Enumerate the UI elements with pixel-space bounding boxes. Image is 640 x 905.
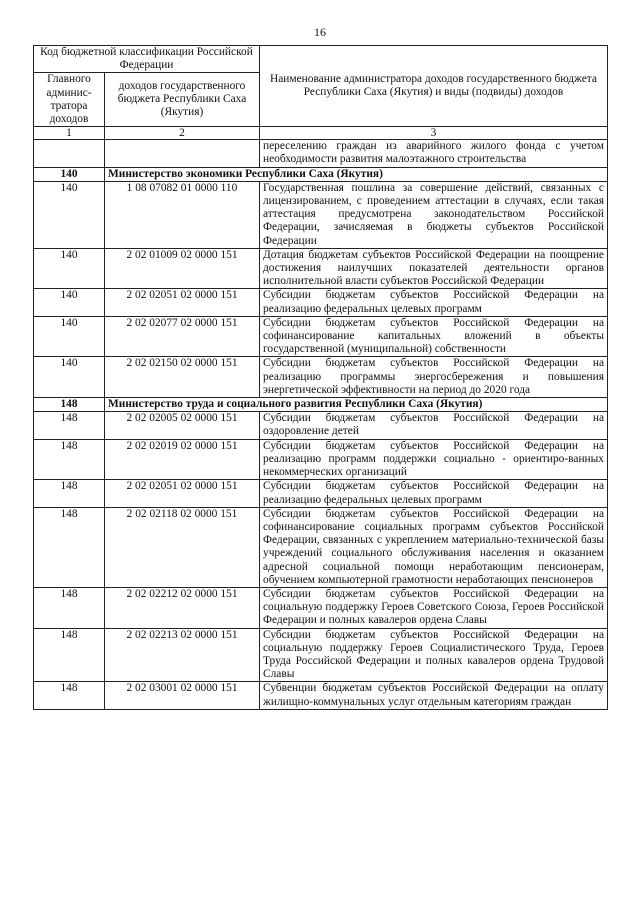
revenue-name: Субсидии бюджетам субъектов Российской Федерации на реализацию программы энергосбережения и повышения энергетической эффективности на период до 2020 года xyxy=(260,357,608,398)
revenue-code: 2 02 02077 02 0000 151 xyxy=(105,316,260,357)
ministry-name: Министерство экономики Республики Саха (Якутия) xyxy=(105,167,608,181)
table-row xyxy=(34,439,608,480)
revenue-name: Субсидии бюджетам субъектов Российской Федерации на социальную поддержку Героев Советского Союза, Героев Российской Федерации и полных кавалеров ордена Славы xyxy=(260,587,608,628)
header-name: Наименование администратора доходов государственного бюджета Республики Саха (Якутия) и виды (подвиды) доходов xyxy=(260,46,608,127)
admin-code: 140 xyxy=(34,181,105,248)
revenue-name: Субвенции бюджетам субъектов Российской Федерации на оплату жилищно-коммунальных услуг отдельным категориям граждан xyxy=(260,682,608,709)
admin-code: 148 xyxy=(34,682,105,709)
revenue-name: переселению граждан из аварийного жилого фонда с учетом необходимости развития малоэтажного строительства xyxy=(260,140,608,167)
revenue-code: 2 02 02005 02 0000 151 xyxy=(105,412,260,439)
revenue-code xyxy=(105,140,260,167)
revenue-name: Субсидии бюджетам субъектов Российской Федерации на реализацию программ поддержки социально - ориентиро-ванных некоммерческих организаций xyxy=(260,439,608,480)
table-row xyxy=(34,480,608,507)
revenue-code: 2 02 02118 02 0000 151 xyxy=(105,507,260,587)
admin-code: 148 xyxy=(34,480,105,507)
revenue-code: 2 02 03001 02 0000 151 xyxy=(105,682,260,709)
table-row xyxy=(34,628,608,682)
table-row xyxy=(34,682,608,709)
revenue-name: Субсидии бюджетам субъектов Российской Федерации на софинансирование капитальных вложений в объекты государственной (муниципальной) собственности xyxy=(260,316,608,357)
revenue-code: 2 02 02051 02 0000 151 xyxy=(105,480,260,507)
admin-code: 148 xyxy=(34,628,105,682)
revenue-code: 2 02 02150 02 0000 151 xyxy=(105,357,260,398)
admin-code: 140 xyxy=(34,357,105,398)
table-row xyxy=(34,248,608,289)
admin-code: 148 xyxy=(34,587,105,628)
revenue-code: 1 08 07082 01 0000 110 xyxy=(105,181,260,248)
ministry-name: Министерство труда и социального развития Республики Саха (Якутия) xyxy=(105,398,608,412)
revenue-name: Субсидии бюджетам субъектов Российской Федерации на реализацию федеральных целевых программ xyxy=(260,289,608,316)
table-row xyxy=(34,412,608,439)
admin-code xyxy=(34,140,105,167)
table-row xyxy=(34,507,608,587)
admin-code: 140 xyxy=(34,248,105,289)
header-main-administrator: Главного админис-тратора доходов xyxy=(34,73,105,127)
header-revenues: доходов государственного бюджета Республики Саха (Якутия) xyxy=(105,73,260,127)
revenue-name: Субсидии бюджетам субъектов Российской Федерации на софинансирование социальных программ субъектов Российской Федерации, связанных с укреплением материально-технической базы учреждений социального обслуживания населения и оказанием адресной социальной помощи неработающим пенсионерам, обучением компьютерной грамотности неработающих пенсионеров xyxy=(260,507,608,587)
admin-code: 140 xyxy=(34,289,105,316)
admin-code: 148 xyxy=(34,439,105,480)
revenue-classification-table xyxy=(33,45,608,710)
revenue-code: 2 02 01009 02 0000 151 xyxy=(105,248,260,289)
table-row xyxy=(34,357,608,398)
ministry-row xyxy=(34,167,608,181)
column-number: 1 xyxy=(34,127,105,140)
revenue-code: 2 02 02212 02 0000 151 xyxy=(105,587,260,628)
table-row xyxy=(34,181,608,248)
admin-code: 140 xyxy=(34,316,105,357)
revenue-name: Дотация бюджетам субъектов Российской Федерации на поощрение достижения наилучших показателей деятельности органов исполнительной власти субъектов Российской Федерации xyxy=(260,248,608,289)
table-row xyxy=(34,140,608,167)
table-row xyxy=(34,587,608,628)
revenue-code: 2 02 02019 02 0000 151 xyxy=(105,439,260,480)
admin-code: 148 xyxy=(34,412,105,439)
admin-code: 148 xyxy=(34,507,105,587)
ministry-row xyxy=(34,398,608,412)
table-row xyxy=(34,289,608,316)
column-number: 3 xyxy=(260,127,608,140)
revenue-name: Субсидии бюджетам субъектов Российской Федерации на оздоровление детей xyxy=(260,412,608,439)
revenue-name: Субсидии бюджетам субъектов Российской Федерации на социальную поддержку Героев Социалистического Труда, Героев Труда Российской Федерации и полных кавалеров ордена Трудовой Славы xyxy=(260,628,608,682)
admin-code: 148 xyxy=(34,398,105,412)
revenue-code: 2 02 02051 02 0000 151 xyxy=(105,289,260,316)
revenue-code: 2 02 02213 02 0000 151 xyxy=(105,628,260,682)
revenue-name: Субсидии бюджетам субъектов Российской Федерации на реализацию федеральных целевых программ xyxy=(260,480,608,507)
column-number: 2 xyxy=(105,127,260,140)
page-number: 16 xyxy=(314,25,326,39)
header-classification-code: Код бюджетной классификации Российской Федерации xyxy=(34,46,260,73)
revenue-name: Государственная пошлина за совершение действий, связанных с лицензированием, с проведением аттестации в случаях, если такая аттестация предусмотрена законодательством Российской Федерации, зачисляемая в бюджеты субъектов Российской Федерации xyxy=(260,181,608,248)
table-row xyxy=(34,316,608,357)
admin-code: 140 xyxy=(34,167,105,181)
